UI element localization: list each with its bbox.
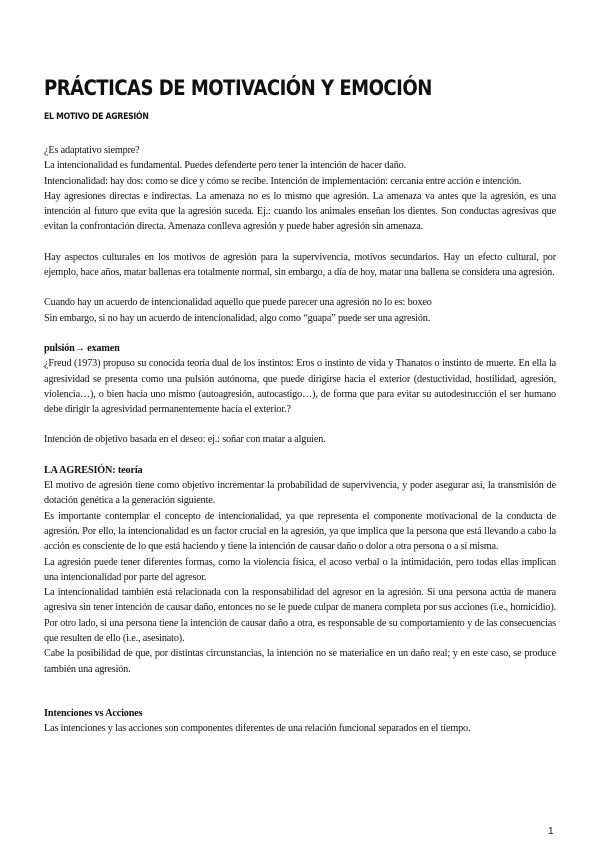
paragraph: Cuando hay un acuerdo de intencionalidad aquello que puede parecer una agresión no lo es: boxeo xyxy=(44,297,432,309)
paragraph: Sin embargo, si no hay un acuerdo de intencionalidad, algo como “guapa” puede ser una agresión. xyxy=(44,312,431,324)
paragraph: ¿Es adaptativo siempre? xyxy=(44,145,140,156)
page-title: PRÁCTICAS DE MOTIVACIÓN Y EMOCIÓN xyxy=(44,76,432,100)
paragraph: Hay aspectos culturales en los motivos de agresión para la supervivencia, motivos secundarios. Hay un efecto cultural, por ejemplo, hace años, matar ballenas era totalmente normal, sin embargo, a día de hoy, matar una ballena se considera una agresión. xyxy=(44,251,556,279)
paragraph: Intención de objetivo basada en el deseo: ej.: soñar con matar a alguien. xyxy=(44,434,326,446)
paragraph: Intencionalidad: hay dos: como se dice y cómo se recibe. Intención de implementación: cercanía entre acción e intención. xyxy=(44,175,522,187)
document-body xyxy=(44,143,556,737)
section-heading-theory: LA AGRESIÓN: teoría xyxy=(44,464,143,476)
paragraph: Las intenciones y las acciones son componentes diferentes de una relación funcional separados en el tiempo. xyxy=(44,723,471,735)
paragraph: Es importante contemplar el concepto de intencionalidad, ya que representa el componente motivacional de la conducta de agresión. Por ello, la intencionalidad es un factor crucial en la agresión, ya que implica que la persona que está llevando a cabo la acción es consciente de lo que está haciendo y tiene la intención de causar daño o dolor a otra persona o a sí misma. xyxy=(44,510,556,553)
paragraph: Cabe la posibilidad de que, por distintas circunstancias, la intención no se materialice en un daño real; y en este caso, se produce también una agresión. xyxy=(44,648,556,675)
section-subtitle: EL MOTIVO DE AGRESIÓN xyxy=(44,112,149,122)
page-number: 1 xyxy=(548,826,554,837)
paragraph: La agresión puede tener diferentes formas, como la violencia física, el acoso verbal o la intimidación, pero todas ellas implican una intencionalidad por parte del agresor. xyxy=(44,556,556,583)
paragraph: Hay agresiones directas e indirectas. La amenaza no es lo mismo que agresión. La amenaza va antes que la agresión, es una intención al futuro que evita que la agresión suceda. Ej.: cuando los animales enseñan los dientes. Son conductas agresivas que evitan la confrontación directa. Amenaza conlleva agresión y puede haber agresión sin amenaza. xyxy=(44,190,556,233)
paragraph: ¿Freud (1973) propuso su conocida teoría dual de los instintos: Eros o instinto de vida y Thanatos o instinto de muerte. En ella la agresividad se presenta como una pulsión autónoma, que puede dirigirse hacia el exterior (destuctividad, hostilidad, agresión, violencia…), o bien hacia uno mismo (autoagresión, autocastigo…), de forma que para evitar su autodestrucción el ser humano debe dirigir la agresividad permanentemente hacia el exterior.? xyxy=(44,358,556,416)
paragraph: La intencionalidad también está relacionada con la responsabilidad del agresor en la agresión. Si una persona actúa de manera agresiva sin tener intención de causar daño, entonces no se le puede culpar de manera completa por sus acciones (i.e., homicidio). Por otro lado, si una persona tiene la intención de causar daño a otra, es responsable de su comportamiento y de las consecuencias que resulten de ello (i.e., asesinato). xyxy=(44,587,556,645)
paragraph: La intencionalidad es fundamental. Puedes defenderte pero tener la intención de hacer daño. xyxy=(44,160,406,172)
section-heading-pulsion: pulsión→ examen xyxy=(44,342,120,354)
section-heading-intentions: Intenciones vs Acciones xyxy=(44,707,143,719)
paragraph: El motivo de agresión tiene como objetivo incrementar la probabilidad de supervivencia, y poder asegurar así, la transmisión de dotación genética a la generación siguiente. xyxy=(44,480,556,507)
